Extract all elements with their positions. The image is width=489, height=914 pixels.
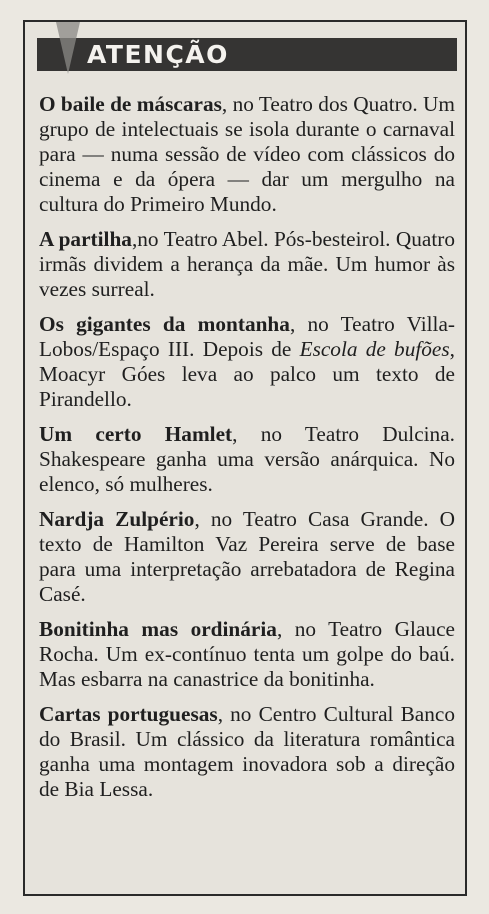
listing-item	[39, 422, 455, 497]
listings-content	[39, 92, 455, 812]
listing-body: , no Teatro dos Quatro. Um grupo de intelectuais se isola durante o carnaval para — numa sessão de vídeo com clássicos do cinema e da ópera — dar um mergulho na cultura do Primeiro Mundo.	[39, 92, 456, 216]
listing-item	[39, 617, 455, 692]
listing-body: , no Teatro Dulcina. Shakespeare ganha uma versão anárquica. No elenco, só mulheres.	[39, 422, 455, 496]
listing-title: Os gigantes da montanha	[39, 312, 290, 336]
listings-box	[23, 20, 467, 896]
listing-body-continued: , Moacyr Góes leva ao palco um texto de Pirandello.	[39, 337, 455, 411]
listing-title: A partilha	[39, 227, 132, 251]
listing-item	[39, 227, 455, 302]
listing-title: Nardja Zulpério	[39, 507, 195, 531]
header-notch-decoration	[56, 22, 80, 74]
listing-item	[39, 702, 455, 802]
listing-body: , no Teatro Casa Grande. O texto de Hamilton Vaz Pereira serve de base para uma interpretação arrebatadora de Regina Casé.	[39, 507, 456, 606]
listing-item	[39, 92, 455, 217]
listing-body: , no Teatro Glauce Rocha. Um ex-contínuo tenta um golpe do baú. Mas esbarra na canastrice da bonitinha.	[39, 617, 455, 691]
listing-body: , no Centro Cultural Banco do Brasil. Um clássico da literatura romântica ganha uma montagem inovadora sob a direção de Bia Lessa.	[39, 702, 456, 801]
listing-title: O baile de máscaras	[39, 92, 222, 116]
listing-title: Um certo Hamlet	[39, 422, 233, 446]
listing-title: Bonitinha mas ordinária	[39, 617, 277, 641]
listing-italic-title: Escola de bufões	[299, 337, 450, 361]
listing-item	[39, 312, 455, 412]
listing-body: , no Teatro Villa-Lobos/Espaço III. Depois de	[39, 312, 455, 361]
listing-title: Cartas portuguesas	[39, 702, 218, 726]
box-title: ATENÇÃO	[87, 40, 229, 69]
listing-item	[39, 507, 455, 607]
listing-body: ,no Teatro Abel. Pós-besteirol. Quatro irmãs dividem a herança da mãe. Um humor às vezes surreal.	[39, 227, 455, 301]
